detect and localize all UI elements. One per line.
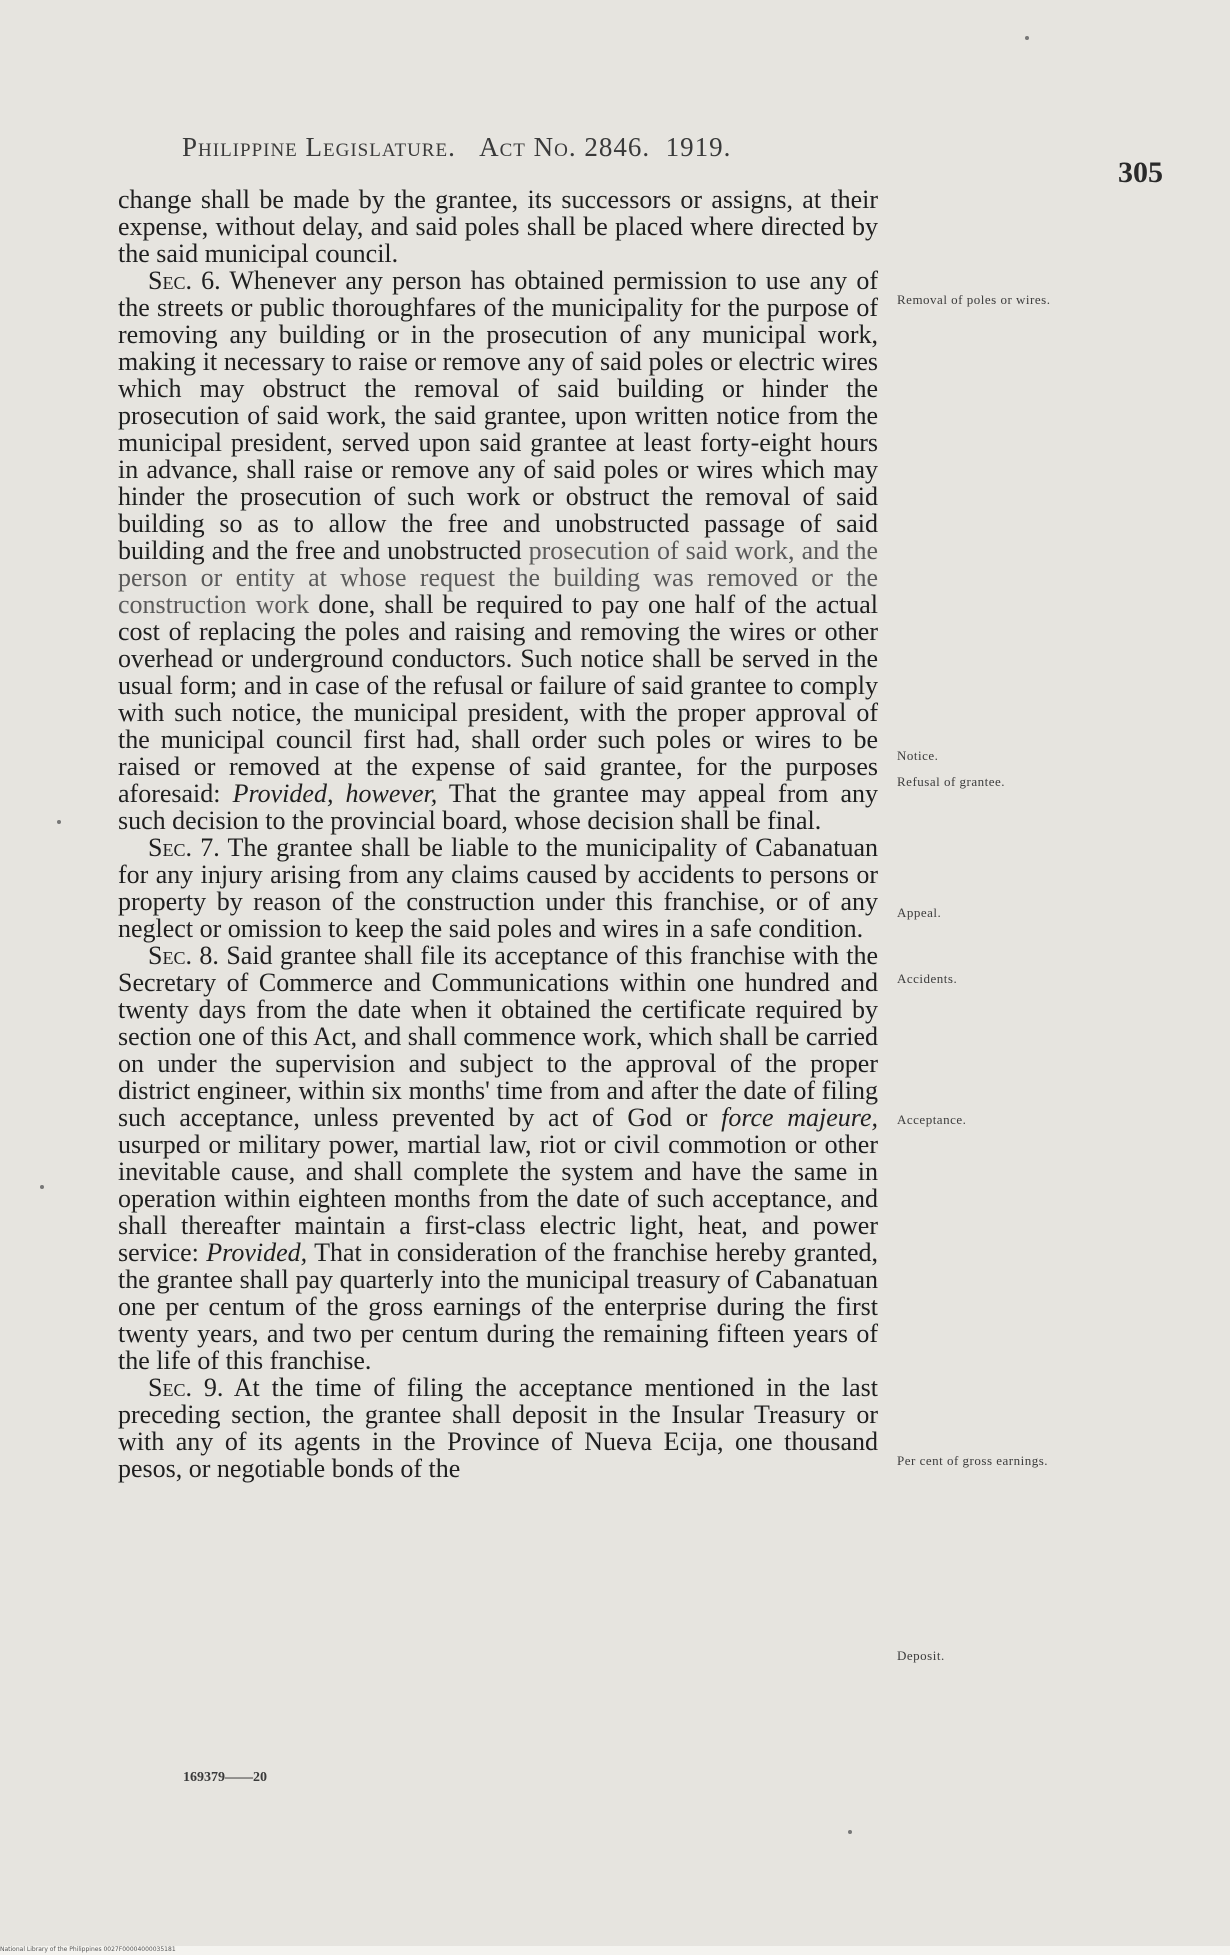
section-6-text-c: done, shall be required to pay one half of the actual cost of replacing the poles and raising and removing the wires or other overhead or underground conductors. Such notice shall be served in the usual form; and in case of the refusal or failure of said grantee to comply with such notice, the municipal president, with the proper approval of the municipal council first had, shall order such poles or wires to be raised or removed at the expense of said grantee, for the purposes aforesaid: (118, 590, 878, 808)
section-8-proviso: Provided, (206, 1238, 308, 1267)
margin-note-acceptance: Acceptance. (897, 1112, 967, 1127)
section-7-label: Sec. 7. (148, 833, 220, 862)
body-text (118, 186, 878, 1482)
section-6-text-b: prosecution of said work, and the person or entity at whose request the building was removed or the construction work (118, 536, 878, 619)
section-6-text-d: That the grantee may appeal from any such decision to the provincial board, whose decision shall be final. (118, 779, 879, 835)
running-header (182, 132, 731, 163)
scan-speck (848, 1830, 852, 1834)
header-act: Act No. 2846. (479, 132, 651, 162)
section-8-text-a: Said grantee shall file its acceptance of this franchise with the Secretary of Commerce and Communications within one hundred and twenty days from the date when it obtained the certificate required by section one of this Act, and shall commence work, which shall be carried on under the supervision and subject to the approval of the proper district engineer, within six months' time from and after the date of filing such acceptance, unless prevented by act of God or (118, 941, 879, 1132)
section-8-text-c: That in consideration of the franchise hereby granted, the grantee shall pay quarterly into the municipal treasury of Cabanatuan one per centum of the gross earnings of the enterprise during the first twenty years, and two per centum during the remaining fifteen years of the life of this franchise. (118, 1238, 878, 1375)
section-9-text: At the time of filing the acceptance mentioned in the last preceding section, the grantee shall deposit in the Insular Treasury or with any of its agents in the Province of Nueva Ecija, one thousand pesos, or negotiable bonds of the (118, 1373, 878, 1483)
section-6 (118, 267, 878, 834)
header-year: 1919. (665, 132, 732, 162)
scan-speck (1025, 36, 1029, 40)
section-8-text-b: usurped or military power, martial law, riot or civil commotion or other inevitable cause, and shall complete the system and have the same in operation within eighteen months from the date of such acceptance, and shall thereafter maintain a first-class electric light, heat, and power service: (118, 1130, 878, 1267)
page-number: 305 (1118, 156, 1163, 189)
section-7 (118, 834, 878, 942)
paragraph-continuation: change shall be made by the grantee, its successors or assigns, at their expense, without delay, and said poles shall be placed where directed by the said municipal council. (118, 185, 878, 268)
scan-speck (57, 820, 61, 824)
margin-note-appeal: Appeal. (897, 905, 942, 920)
section-9 (118, 1374, 878, 1482)
margin-note-accidents: Accidents. (897, 971, 958, 986)
section-9-label: Sec. 9. (148, 1373, 224, 1402)
margin-note-deposit: Deposit. (897, 1648, 945, 1663)
scan-credit-strip: National Library of the Philippines 0027F00004000035181 (0, 1946, 1230, 1955)
section-6-label: Sec. 6. (148, 266, 221, 295)
margin-note-refusal: Refusal of grantee. (897, 774, 1006, 789)
margin-note-per-cent: Per cent of gross earnings. (897, 1453, 1049, 1468)
section-8-force-majeure: force majeure, (721, 1103, 879, 1132)
scan-speck (40, 1185, 44, 1189)
section-7-text: The grantee shall be liable to the municipality of Cabanatuan for any injury arising from any claims caused by accidents to persons or property by reason of the construction under this franchise, or of any neglect or omission to keep the said poles and wires in a safe condition. (118, 833, 878, 943)
margin-note-notice: Notice. (897, 748, 939, 763)
section-6-text-a: Whenever any person has obtained permission to use any of the streets or public thoroughfares of the municipality for the purpose of removing any building or in the prosecution of any municipal work, making it necessary to raise or remove any of said poles or electric wires which may obstruct the removal of said building or hinder the prosecution of said work, the said grantee, upon written notice from the municipal president, served upon said grantee at least forty-eight hours in advance, shall raise or remove any of said poles or wires which may hinder the prosecution of such work or obstruct the removal of said building so as to allow the free and unobstructed passage of said building and the free and unobstructed (118, 266, 879, 565)
header-legislature: Philippine Legislature. (182, 132, 456, 162)
signature-mark: 169379——20 (183, 1770, 267, 1785)
margin-note-removal: Removal of poles or wires. (897, 292, 1051, 307)
section-6-proviso: Provided, however, (232, 779, 438, 808)
section-8-label: Sec. 8. (148, 941, 219, 970)
section-8 (118, 942, 878, 1374)
